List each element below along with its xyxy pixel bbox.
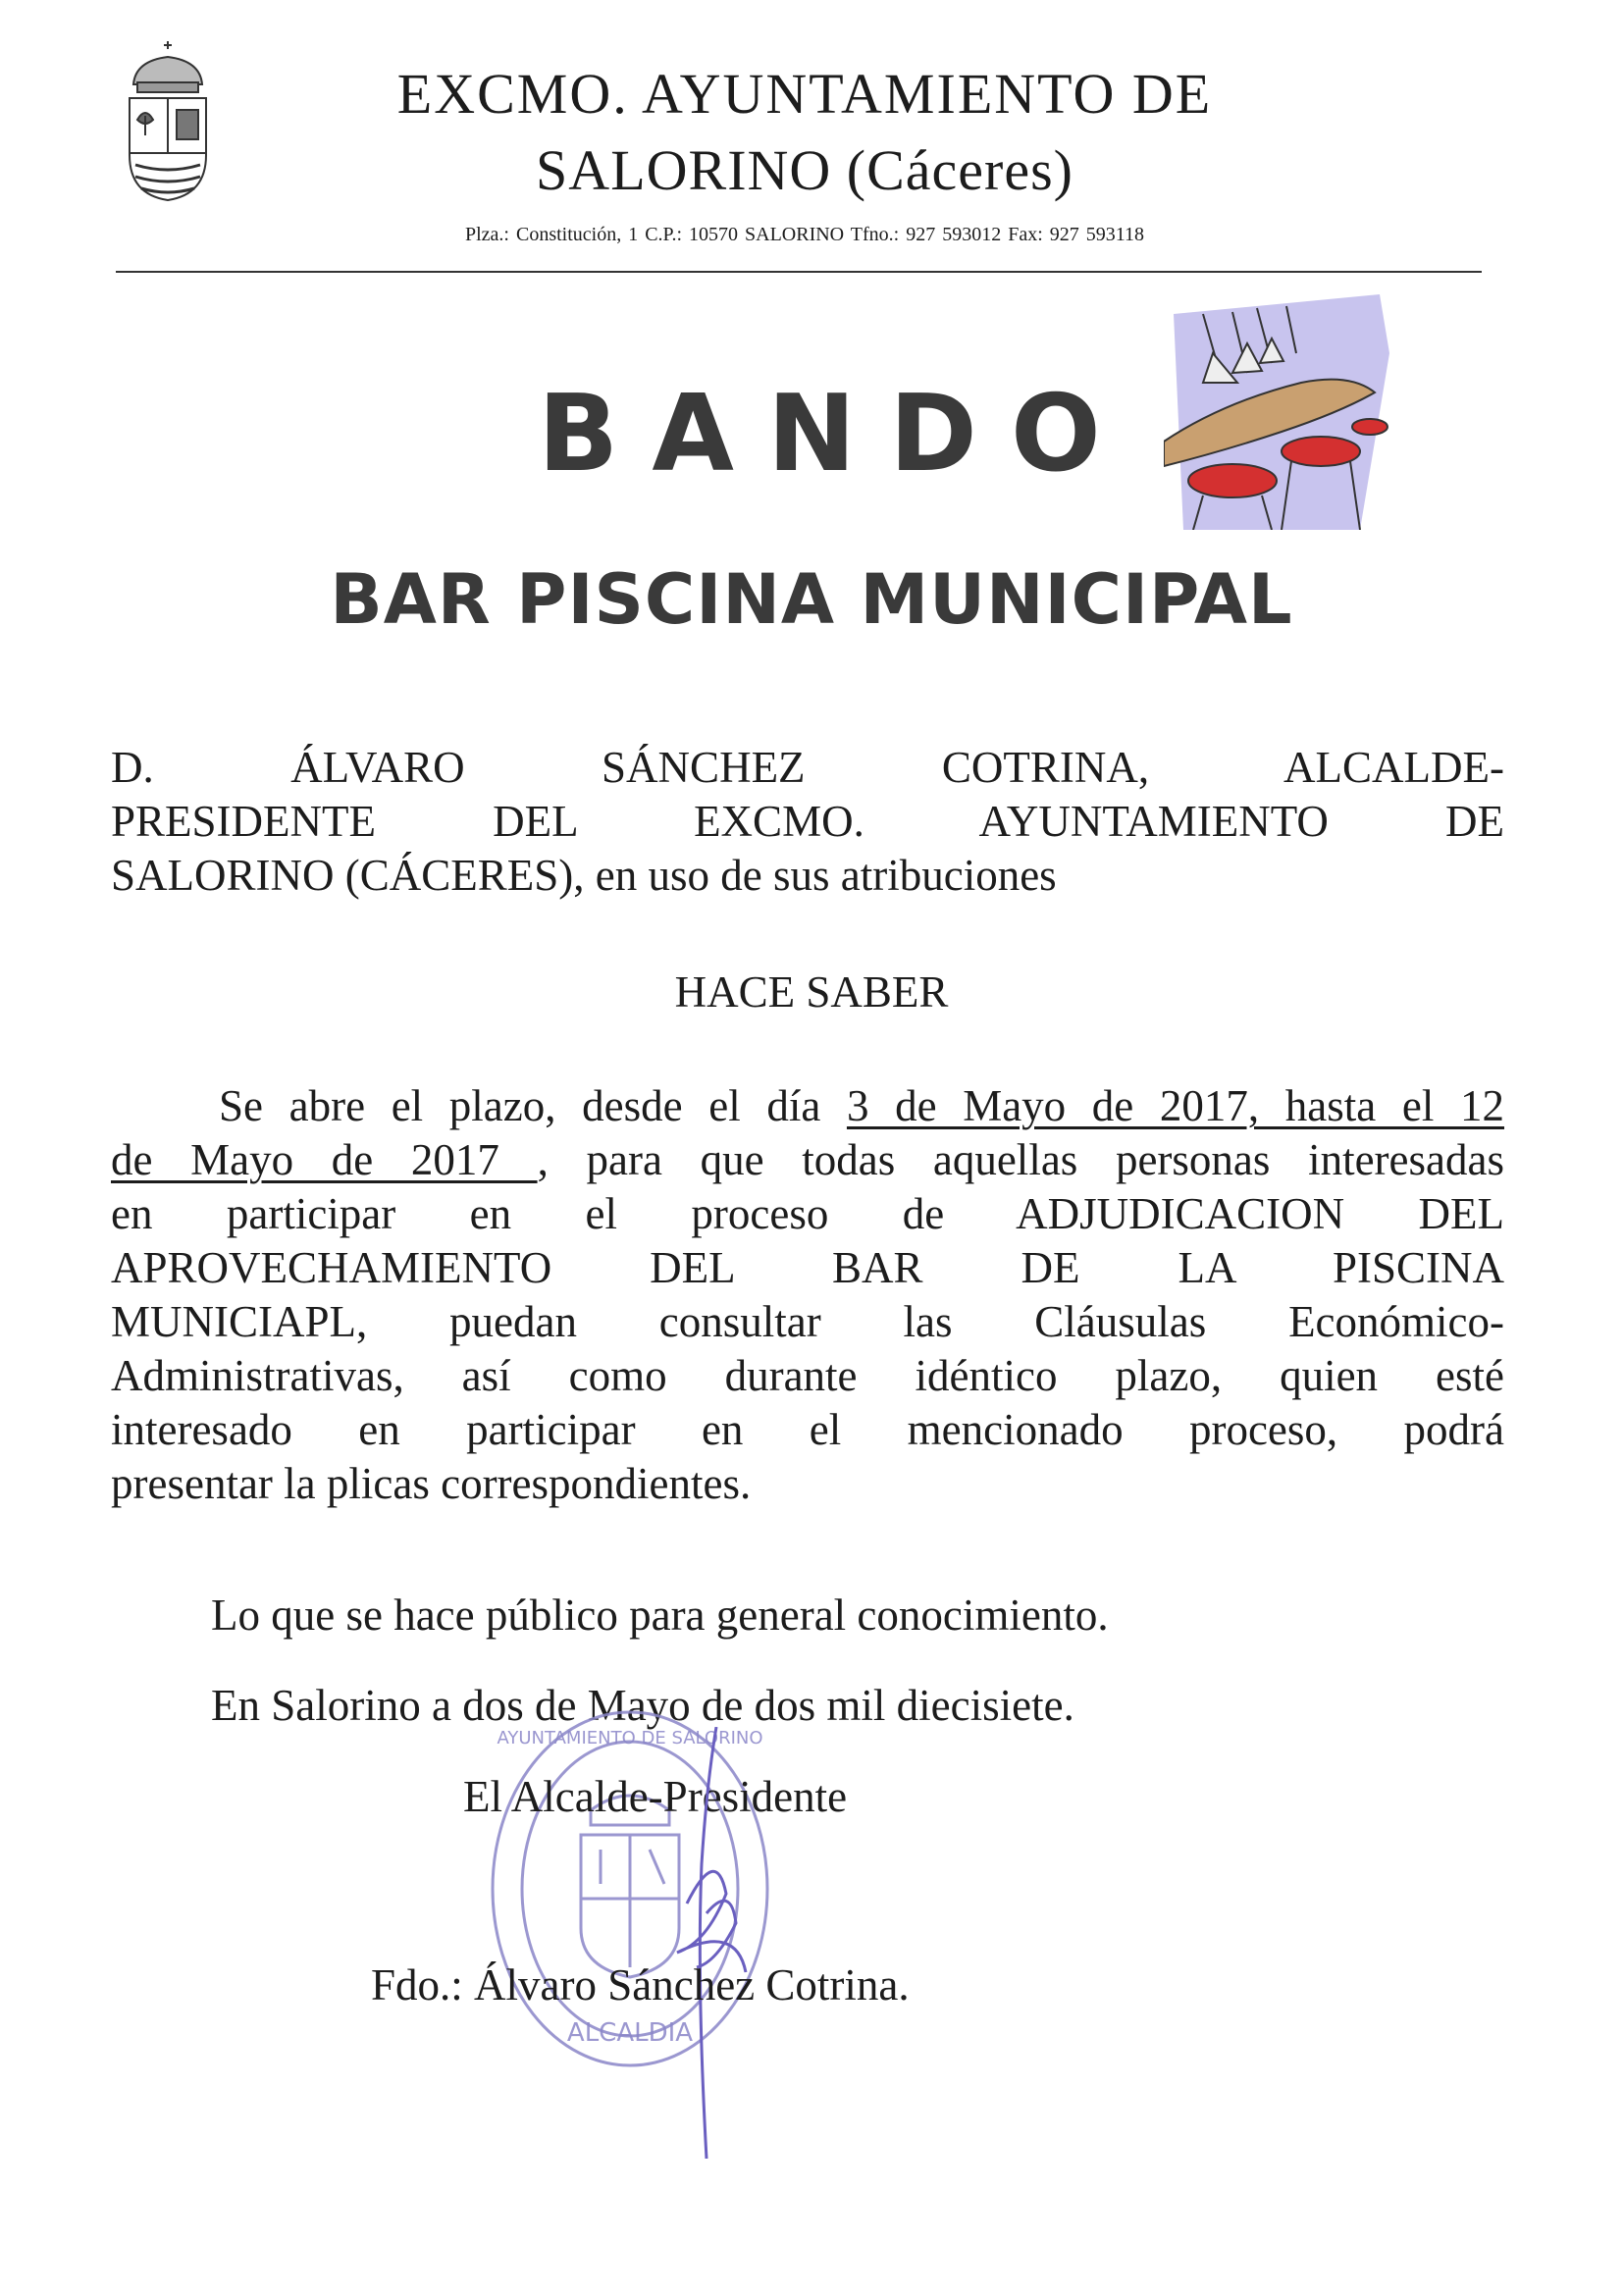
body-line [111,1133,1504,1187]
bar-stools-illustration-icon [1164,294,1389,530]
seal-text: AYUNTAMIENTO DE SALORINO [497,1728,763,1748]
intro-paragraph [111,741,1504,903]
intro-line: PRESIDENTE DEL EXCMO. AYUNTAMIENTO DE [111,797,1504,846]
document-subtitle: BAR PISCINA MUNICIPAL [330,559,1293,640]
hace-saber-heading: HACE SABER [674,967,949,1017]
body-line: MUNICIAPL, puedan consultar las Cláusulas Económico- [111,1297,1504,1346]
municipality-location: SALORINO (Cáceres) [536,138,1073,202]
intro-line: D. ÁLVARO SÁNCHEZ COTRINA, ALCALDE- [111,743,1504,792]
body-line: interesado en participar en el mencionado proceso, podrá [111,1405,1504,1454]
body-line [111,1079,1504,1133]
body-text: Se abre el plazo, desde el día [219,1081,847,1130]
intro-line: SALORINO (CÁCERES), en uso de sus atribuciones [111,851,1057,900]
body-paragraph [111,1079,1504,1511]
date-range-start: 3 de Mayo de 2017, hasta el 12 [846,1081,1505,1130]
header-divider [116,271,1482,273]
body-line: presentar la plicas correspondientes. [111,1459,752,1508]
date-place-statement: En Salorino a dos de Mayo de dos mil diecisiete. [211,1681,1074,1730]
contact-address: Plza.: Constitución, 1 C.P.: 10570 SALORINO Tfno.: 927 593012 Fax: 927 593118 [464,224,1145,245]
seal-text: ALCALDIA [566,2018,694,2048]
signature-title: El Alcalde-Presidente [463,1772,848,1821]
body-line: en participar en el proceso de ADJUDICACION DEL [111,1189,1504,1238]
date-range-end: de Mayo de 2017 [111,1135,538,1184]
body-text: , para que todas aquellas personas interesadas [537,1135,1504,1184]
handwritten-signature-icon [648,1727,765,2159]
body-line: Administrativas, así como durante idéntico plazo, quien esté [111,1351,1504,1400]
document-title: BANDO [538,373,1134,496]
municipality-name: EXCMO. AYUNTAMIENTO DE [396,62,1213,126]
signature-name: Fdo.: Álvaro Sánchez Cotrina. [371,1960,910,2009]
body-line: APROVECHAMIENTO DEL BAR DE LA PISCINA [111,1243,1504,1292]
closing-statement: Lo que se hace público para general conocimiento. [211,1591,1109,1640]
